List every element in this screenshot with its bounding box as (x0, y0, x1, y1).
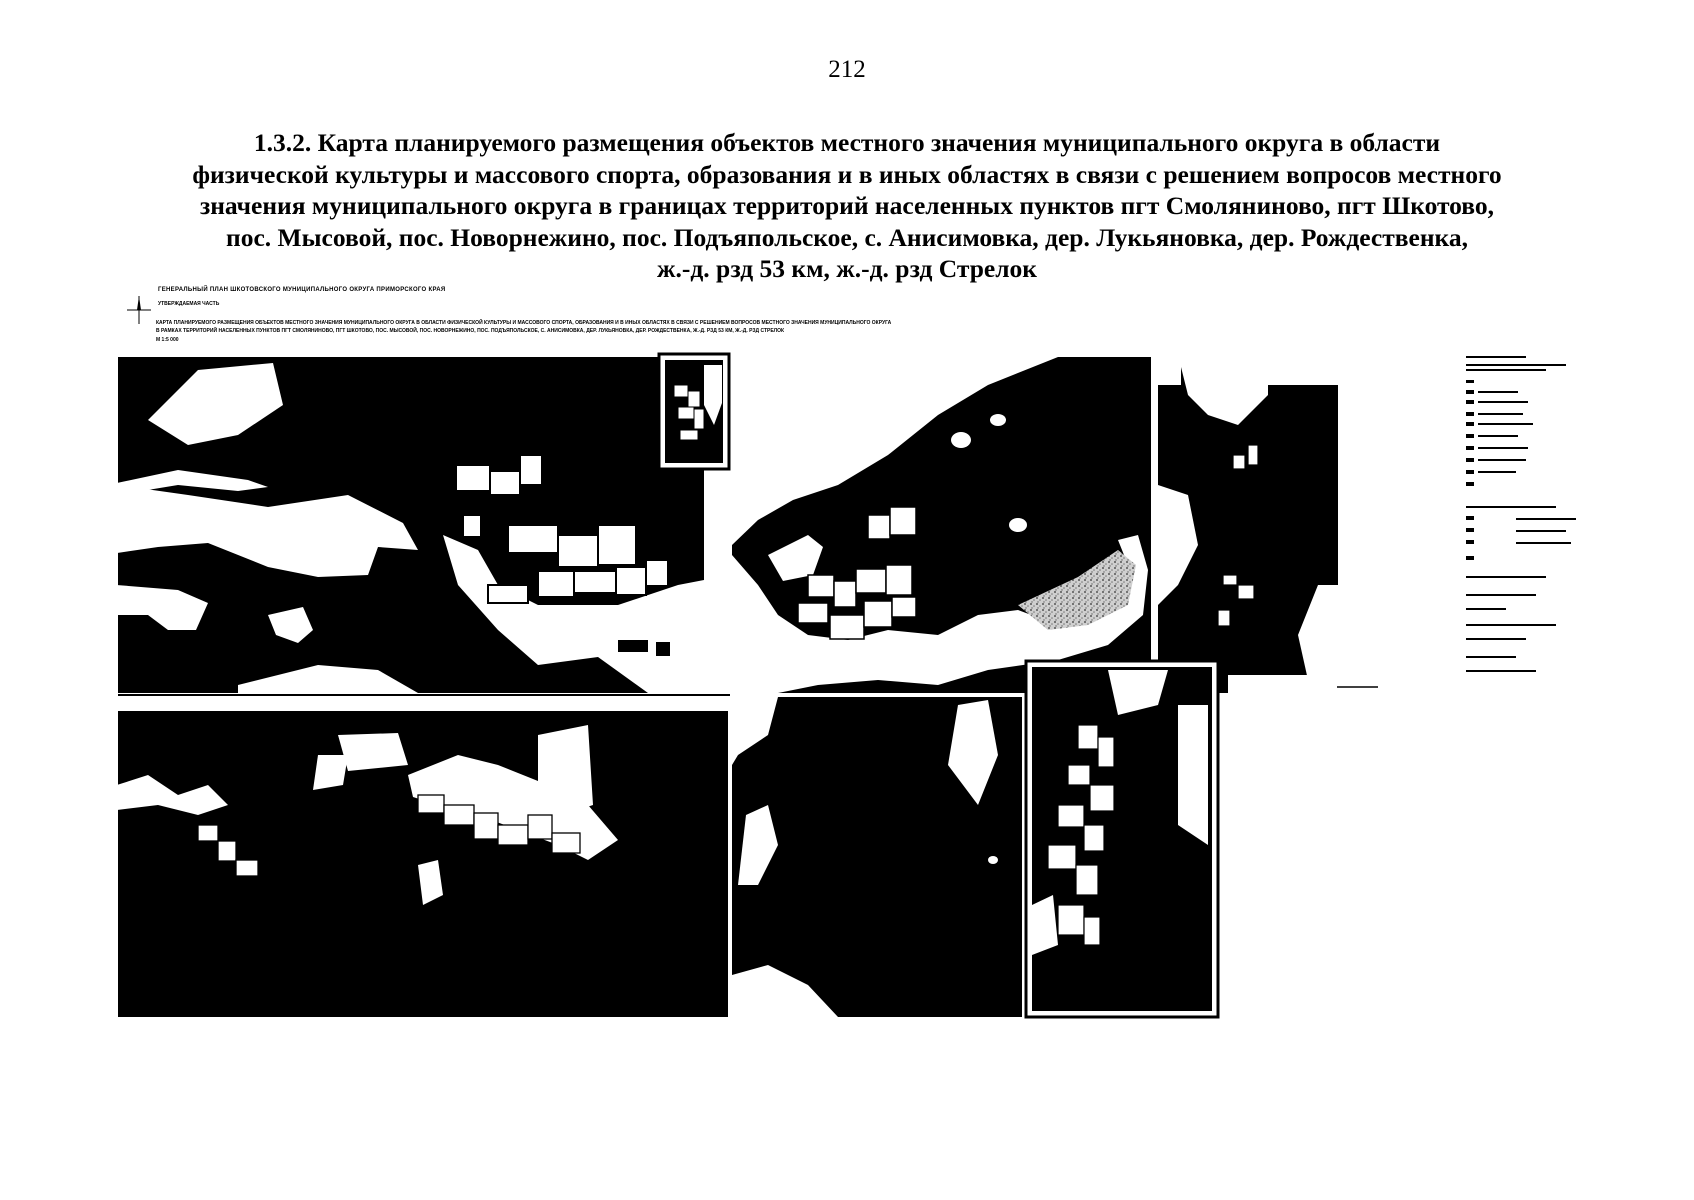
map-sheet-subtitle: УТВЕРЖДАЕМАЯ ЧАСТЬ (158, 301, 220, 307)
page-number: 212 (828, 56, 866, 83)
title-line: ж.-д. рзд 53 км, ж.-д. рзд Стрелок (657, 254, 1037, 283)
map-panel-6 (1026, 661, 1218, 1017)
map-panel-3 (1151, 355, 1338, 687)
title-line: пос. Мысовой, пос. Новорнежино, пос. Подъяпольское, с. Анисимовка, дер. Лукьяновка, дер. Рождественка, (226, 222, 1468, 252)
map-sheet-title: ГЕНЕРАЛЬНЫЙ ПЛАН ШКОТОВСКОГО МУНИЦИПАЛЬНОГО ОКРУГА ПРИМОРСКОГО КРАЯ (158, 287, 446, 293)
map-panel-1 (118, 345, 729, 693)
title-line: значения муниципального округа в границах территорий населенных пунктов пгт Смоляниново, пгт Шкотово, (199, 191, 1495, 220)
map-sheet-description: КАРТА ПЛАНИРУЕМОГО РАЗМЕЩЕНИЯ ОБЪЕКТОВ МЕСТНОГО ЗНАЧЕНИЯ МУНИЦИПАЛЬНОГО ОКРУГА В ОБЛАСТИ ФИЗИЧЕСКОЙ КУЛЬТУРЫ И МАССОВОГО СПОРТА, ОБРАЗОВАНИЯ И В ИНЫХ ОБЛАСТЯХ В СВЯЗИ С РЕШЕНИЕМ ВОПРОСОВ МЕСТНОГО ЗНАЧЕНИЯ МУНИЦИПАЛЬНОГО ОКРУГА (156, 320, 892, 326)
map-panel-4 (118, 697, 728, 1017)
map-sheet-scale: М 1:5 000 (156, 337, 179, 343)
document-title (100, 127, 1594, 285)
title-line: 1.3.2. Карта планируемого размещения объектов местного значения муниципального округа в области (253, 128, 1441, 157)
map-legend (1466, 356, 1586, 696)
compass-rose-icon (127, 296, 151, 324)
title-line: физической культуры и массового спорта, образования и в иных областях в связи с решением вопросов местного (192, 159, 1502, 189)
map-sheet-description-2: В РАМКАХ ТЕРРИТОРИЙ НАСЕЛЕННЫХ ПУНКТОВ ПГТ СМОЛЯНИНОВО, ПГТ ШКОТОВО, ПОС. МЫСОВОЙ, ПОС. НОВОРНЕЖИНО, ПОС. ПОДЪЯПОЛЬСКОЕ, С. АНИСИМОВКА, ДЕР. ЛУКЬЯНОВКА, ДЕР. РОЖДЕСТВЕНКА, Ж.-Д. РЗД 53 КМ, Ж.-Д. РЗД СТРЕЛОК (156, 328, 785, 334)
map-mosaic (118, 285, 1578, 1085)
map-panel-5 (732, 697, 1022, 1017)
map-sheet (118, 285, 1578, 1085)
